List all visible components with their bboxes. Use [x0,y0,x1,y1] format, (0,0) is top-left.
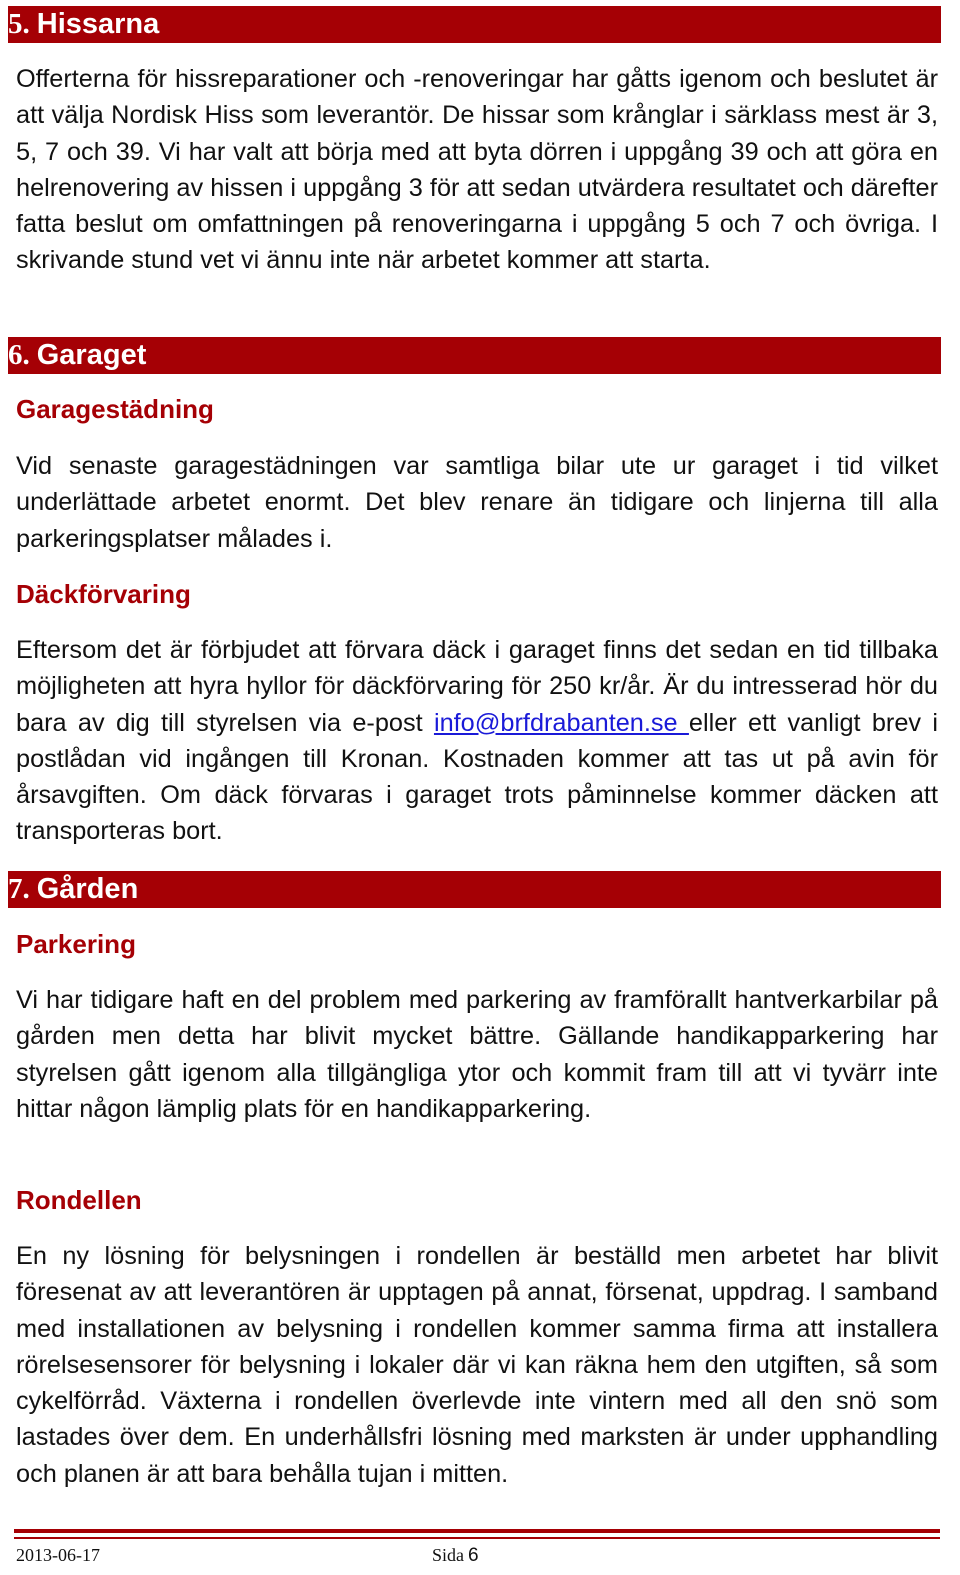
footer-date: 2013-06-17 [16,1545,100,1565]
subheading-dackforvaring: Däckförvaring [16,579,191,609]
section-number: 7. [8,873,30,905]
email-link[interactable]: info@brfdrabanten.se [433,708,689,737]
section-title: Hissarna [36,8,160,40]
page-label: Sida [432,1545,465,1565]
footer-page [432,1545,479,1567]
hissarna-paragraph: Offerterna för hissreparationer och -renoveringar har gåtts igenom och beslutet är att välja Nordisk Hiss som leverantör. De hissar som krånglar i särklass mest är 3, 5, 7 och 39. Vi har valt att börja med att byta dörren i uppgång 39 och att göra en helrenovering av hissen i uppgång 3 för att sedan utvärdera resultatet och därefter fatta beslut om omfattningen på renoveringarna i uppgång 5 och 7 och övriga. I skrivande stund vet vi ännu inte när arbetet kommer att starta. [16,65,938,275]
rondellen-paragraph: En ny lösning för belysningen i rondellen är beställd men arbetet har blivit föresenat av att leverantören är upptagen på annat, försenat, uppdrag. I samband med installationen av belysning i rondellen kommer samma firma att installera rörelsesensorer för belysning i lokaler där vi kan räkna hem den utgiften, så som cykelförråd. Växterna i rondellen överlevde inte vintern med all den snö som lastades över dem. En underhållsfri lösning med marksten är under upphandling och planen är att bara behålla tujan i mitten. [16,1242,938,1488]
footer-rule-thin [14,1537,940,1539]
section-header-garaget [8,337,941,374]
dackforvaring-paragraph [16,632,938,850]
footer-rule [14,1529,940,1533]
subheading-rondellen: Rondellen [16,1185,142,1215]
dackforvaring-text-after-link: eller ett vanligt brev i postlådan vid ingången till Kronan. Kostnaden kommer att tas ut på avin för årsavgiften. Om däck förvaras i garaget trots påminnelse kommer däcken att transporteras bort. [16,708,938,846]
section-title: Garaget [36,339,147,371]
subheading-parkering: Parkering [16,929,136,959]
page-number: 6 [468,1545,479,1566]
parkering-paragraph: Vi har tidigare haft en del problem med parkering av framförallt hantverkarbilar på gården men detta har blivit mycket bättre. Gällande handikapparkering har styrelsen gått igenom alla tillgängliga ytor och kommit fram till att vi tyvärr inte hittar någon lämplig plats för en handikapparkering. [16,986,938,1123]
section-header-hissarna [8,6,941,43]
garagestadning-paragraph: Vid senaste garagestädningen var samtliga bilar ute ur garaget i tid vilket underlättade arbetet enormt. Det blev renare än tidigare och linjerna till alla parkeringsplatser målades i. [16,452,938,553]
subheading-garagestadning: Garagestädning [16,394,214,424]
section-number: 6. [8,339,30,371]
section-number: 5. [8,8,30,40]
dackforvaring-text-before-link: Eftersom det är förbjudet att förvara däck i garaget finns det sedan en tid tillbaka möjligheten att hyra hyllor för däckförvaring för 250 kr/år. Är du intresserad hör du bara av dig till styrelsen via e-post [16,636,938,737]
section-title: Gården [36,873,139,905]
section-header-garden [8,871,941,908]
